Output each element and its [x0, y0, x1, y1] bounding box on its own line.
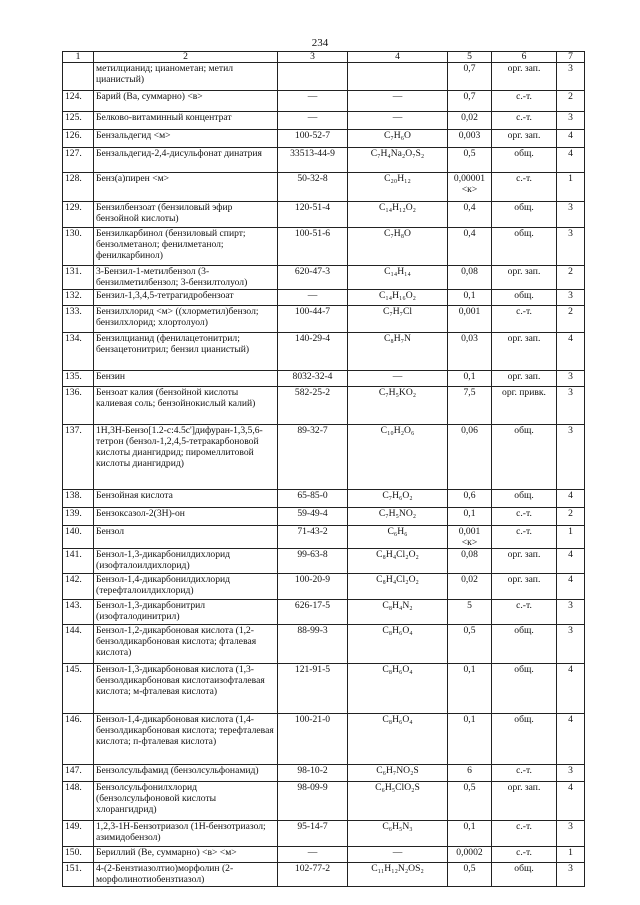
cas-number: 626-17-5: [278, 600, 348, 625]
row-number: 139.: [63, 508, 94, 526]
cas-number: 8032-32-4: [278, 371, 348, 387]
table-row: [63, 266, 585, 290]
limit-value: 0,4: [448, 228, 492, 266]
row-number: 127.: [63, 148, 94, 173]
row-number: 140.: [63, 526, 94, 549]
row-number: 145.: [63, 664, 94, 714]
limit-value: 0,5: [448, 782, 492, 821]
table-row: [63, 600, 585, 625]
hazard-indicator: общ.: [492, 425, 557, 490]
substance-name: Бензол: [94, 526, 278, 549]
substance-name: Бензальдегид <м>: [94, 130, 278, 148]
substance-name: 3-Бензил-1-метилбензол (3-бензилметилбензол; 3-бензилтолуол): [94, 266, 278, 290]
chemical-formula: C₂₀H₁₂: [348, 173, 448, 202]
hazard-class: 1: [557, 526, 585, 549]
limit-value: 0,02: [448, 574, 492, 600]
limit-value: 0,5: [448, 625, 492, 664]
chemical-formula: C₁₁H₁₂N₂OS₂: [348, 863, 448, 887]
chemical-formula: —: [348, 847, 448, 863]
cas-number: 582-25-2: [278, 387, 348, 425]
hazard-class: 3: [557, 202, 585, 228]
chemical-formula: C₇H₄Na₂O₇S₂: [348, 148, 448, 173]
row-number: 134.: [63, 333, 94, 371]
chemical-formula: C₆H₇NO₂S: [348, 765, 448, 782]
hazard-indicator: общ.: [492, 228, 557, 266]
row-number: 131.: [63, 266, 94, 290]
hazard-indicator: орг. зап.: [492, 782, 557, 821]
substance-name: Бензальдегид-2,4-дисульфонат динатрия: [94, 148, 278, 173]
limit-value: 0,003: [448, 130, 492, 148]
row-number: 133.: [63, 306, 94, 333]
limit-value: 0,02: [448, 112, 492, 130]
cas-number: 50-32-8: [278, 173, 348, 202]
hazard-indicator: с.-т.: [492, 600, 557, 625]
chemical-formula: C₇H₇Cl: [348, 306, 448, 333]
hazard-class: 3: [557, 228, 585, 266]
limit-value: 0,7: [448, 63, 492, 91]
limit-value: 0,001: [448, 306, 492, 333]
table-row: [63, 173, 585, 202]
row-number: 132.: [63, 290, 94, 306]
substance-name: Бензоксазол-2(3Н)-он: [94, 508, 278, 526]
chemical-formula: C₈H₄N₂: [348, 600, 448, 625]
row-number: 142.: [63, 574, 94, 600]
limit-value: 0,5: [448, 148, 492, 173]
chemical-formula: C₁₄H₁₄: [348, 266, 448, 290]
cas-number: 88-99-3: [278, 625, 348, 664]
table-row: [63, 290, 585, 306]
hazard-indicator: общ.: [492, 625, 557, 664]
chemical-formula: C₁₄H₁₂O₂: [348, 202, 448, 228]
limit-value: 0,001 <к>: [448, 526, 492, 549]
row-number: 138.: [63, 490, 94, 508]
limit-value: 0,08: [448, 549, 492, 574]
hazard-indicator: с.-т.: [492, 847, 557, 863]
hazard-class: 1: [557, 173, 585, 202]
row-number: 137.: [63, 425, 94, 490]
substance-name: Бензолсульфонилхлорид (бензолсульфоновой кислоты хлорангидрид): [94, 782, 278, 821]
page-number: 234: [311, 37, 329, 49]
substance-name: Бензилцианид (фенилацетонитрил; бензацетонитрил; бензил цианистый): [94, 333, 278, 371]
chemical-formula: C₈H₄Cl₂O₂: [348, 574, 448, 600]
limit-value: 0,5: [448, 863, 492, 887]
row-number: 141.: [63, 549, 94, 574]
col-header-cas: 3: [278, 52, 348, 63]
table-row: [63, 863, 585, 887]
header-row: [63, 52, 585, 63]
table-row: [63, 765, 585, 782]
hazard-class: 3: [557, 290, 585, 306]
col-header-num: 1: [63, 52, 94, 63]
cas-number: 95-14-7: [278, 821, 348, 847]
hazard-indicator: общ.: [492, 290, 557, 306]
substance-name: метилцианид; цианометан; метил цианистый): [94, 63, 278, 91]
row-number: 147.: [63, 765, 94, 782]
table-row: [63, 91, 585, 112]
table-row: [63, 664, 585, 714]
hazard-class: 3: [557, 765, 585, 782]
hazard-class: 4: [557, 130, 585, 148]
limit-value: 0,00001 <к>: [448, 173, 492, 202]
cas-number: 120-51-4: [278, 202, 348, 228]
chemical-formula: —: [348, 371, 448, 387]
hazard-class: 3: [557, 863, 585, 887]
cas-number: 59-49-4: [278, 508, 348, 526]
hazard-indicator: с.-т.: [492, 526, 557, 549]
cas-number: 100-20-9: [278, 574, 348, 600]
table-row: [63, 112, 585, 130]
row-number: 125.: [63, 112, 94, 130]
hazard-class: 4: [557, 782, 585, 821]
row-number: 143.: [63, 600, 94, 625]
substance-name: Бензил-1,3,4,5-тетрагидробензоат: [94, 290, 278, 306]
hazard-indicator: с.-т.: [492, 91, 557, 112]
row-number: 129.: [63, 202, 94, 228]
hazard-indicator: общ.: [492, 148, 557, 173]
hazard-class: 4: [557, 333, 585, 371]
substance-name: Бенз(а)пирен <м>: [94, 173, 278, 202]
hazard-class: 3: [557, 63, 585, 91]
limit-value: 0,7: [448, 91, 492, 112]
chemical-formula: C₁₀H₂O₆: [348, 425, 448, 490]
chemical-formula: C₆H₅ClO₂S: [348, 782, 448, 821]
table-row: [63, 821, 585, 847]
limit-value: 0,08: [448, 266, 492, 290]
hazard-class: 4: [557, 714, 585, 765]
hazard-indicator: орг. зап.: [492, 371, 557, 387]
hazard-class: 3: [557, 821, 585, 847]
hazard-class: 4: [557, 574, 585, 600]
hazard-indicator: общ.: [492, 863, 557, 887]
substance-name: Бензол-1,4-дикарбонилдихлорид (терефталоилдихлорид): [94, 574, 278, 600]
hazard-indicator: орг. зап.: [492, 266, 557, 290]
row-number: 146.: [63, 714, 94, 765]
hazard-class: 4: [557, 148, 585, 173]
table-row: [63, 714, 585, 765]
substance-name: Бензоат калия (бензойной кислоты калиевая соль; бензойнокислый калий): [94, 387, 278, 425]
substance-name: Бензилкарбинол (бензиловый спирт; бензолметанол; фенилметанол; фенилкарбинол): [94, 228, 278, 266]
hazard-class: 4: [557, 549, 585, 574]
hazard-indicator: общ.: [492, 202, 557, 228]
col-header-formula: 4: [348, 52, 448, 63]
row-number: 148.: [63, 782, 94, 821]
hazard-class: 3: [557, 112, 585, 130]
cas-number: 100-21-0: [278, 714, 348, 765]
limit-value: 0,1: [448, 371, 492, 387]
row-number: 144.: [63, 625, 94, 664]
cas-number: 100-52-7: [278, 130, 348, 148]
limit-value: 5: [448, 600, 492, 625]
hazard-class: 4: [557, 490, 585, 508]
cas-number: 140-29-4: [278, 333, 348, 371]
chemical-formula: C₇H₆O: [348, 130, 448, 148]
substance-name: Бензол-1,3-дикарбонитрил (изофталодинитрил): [94, 600, 278, 625]
cas-number: —: [278, 112, 348, 130]
hazard-indicator: орг. зап.: [492, 130, 557, 148]
cas-number: 102-77-2: [278, 863, 348, 887]
substance-name: Бензилбензоат (бензиловый эфир бензойной кислоты): [94, 202, 278, 228]
hazard-class: 3: [557, 387, 585, 425]
table-row: [63, 549, 585, 574]
hazard-class: 3: [557, 625, 585, 664]
table-body: [63, 63, 585, 887]
substance-name: 1,2,3-1Н-Бензотриазол (1Н-бензотриазол; азимидобензол): [94, 821, 278, 847]
cas-number: —: [278, 847, 348, 863]
substance-name: Бензол-1,3-дикарбоновая кислота (1,3-бензолдикарбоновая кислотаизофталевая кислота; м-фталевая кислота): [94, 664, 278, 714]
limit-value: 0,1: [448, 290, 492, 306]
chemical-formula: [348, 63, 448, 91]
table-row: [63, 371, 585, 387]
table-row: [63, 63, 585, 91]
limit-value: 0,1: [448, 664, 492, 714]
row-number: 126.: [63, 130, 94, 148]
chemical-formula: C₁₄H₁₆O₂: [348, 290, 448, 306]
chemical-formula: C₈H₆O₄: [348, 714, 448, 765]
limit-value: 0,03: [448, 333, 492, 371]
table-row: [63, 387, 585, 425]
hazard-indicator: с.-т.: [492, 112, 557, 130]
chemical-formula: —: [348, 112, 448, 130]
hazard-class: 3: [557, 600, 585, 625]
table-row: [63, 625, 585, 664]
hazard-indicator: с.-т.: [492, 765, 557, 782]
substance-name: Бериллий (Ве, суммарно) <в> <м>: [94, 847, 278, 863]
chemical-formula: C₇H₈O: [348, 228, 448, 266]
limit-value: 6: [448, 765, 492, 782]
table-row: [63, 202, 585, 228]
table-row: [63, 847, 585, 863]
limit-value: 0,4: [448, 202, 492, 228]
hazard-indicator: с.-т.: [492, 821, 557, 847]
limit-value: 0,1: [448, 714, 492, 765]
col-header-value: 5: [448, 52, 492, 63]
hazard-class: 2: [557, 508, 585, 526]
table-row: [63, 782, 585, 821]
row-number: 136.: [63, 387, 94, 425]
hazard-indicator: орг. зап.: [492, 333, 557, 371]
hazard-class: 1: [557, 847, 585, 863]
chemical-formula: —: [348, 91, 448, 112]
chemical-formula: C₆H₅N₃: [348, 821, 448, 847]
chemical-formula: C₈H₆O₄: [348, 625, 448, 664]
substance-name: Бензилхлорид <м> ((хлорметил)бензол; бензилхлорид; хлортолуол): [94, 306, 278, 333]
hazard-indicator: орг. зап.: [492, 549, 557, 574]
hazard-indicator: с.-т.: [492, 306, 557, 333]
substance-name: Бензол-1,4-дикарбоновая кислота (1,4-бензолдикарбоновая кислота; терефталевая кислота; п-фталевая кислота): [94, 714, 278, 765]
table-row: [63, 130, 585, 148]
hazard-class: 2: [557, 266, 585, 290]
substance-name: 1Н,3Н-Бензо[1.2-с:4.5с']дифуран-1,3,5,6- тетрон (бензол-1,2,4,5-тетракарбоновой кислоты диангидрид; пиромеллитовой кислоты диангидрид): [94, 425, 278, 490]
row-number: 135.: [63, 371, 94, 387]
limit-value: 0,06: [448, 425, 492, 490]
substance-name: Белково-витаминный концентрат: [94, 112, 278, 130]
hazard-class: 4: [557, 664, 585, 714]
limit-value: 0,0002: [448, 847, 492, 863]
substance-name: Бензол-1,2-дикарбоновая кислота (1,2-бензолдикарбоновая кислота; фталевая кислота): [94, 625, 278, 664]
hazard-indicator: общ.: [492, 664, 557, 714]
hazard-indicator: с.-т.: [492, 173, 557, 202]
table-row: [63, 228, 585, 266]
cas-number: 33513-44-9: [278, 148, 348, 173]
limit-value: 0,6: [448, 490, 492, 508]
hazard-indicator: с.-т.: [492, 508, 557, 526]
cas-number: [278, 63, 348, 91]
table-row: [63, 148, 585, 173]
table-row: [63, 425, 585, 490]
chemical-formula: C₇H₅KO₂: [348, 387, 448, 425]
row-number: 151.: [63, 863, 94, 887]
chemical-formula: C₆H₆: [348, 526, 448, 549]
cas-number: 98-10-2: [278, 765, 348, 782]
cas-number: 89-32-7: [278, 425, 348, 490]
chemical-formula: C₈H₆O₄: [348, 664, 448, 714]
chemical-formula: C₈H₇N: [348, 333, 448, 371]
cas-number: 71-43-2: [278, 526, 348, 549]
table-row: [63, 306, 585, 333]
row-number: 149.: [63, 821, 94, 847]
cas-number: —: [278, 91, 348, 112]
hazard-class: 3: [557, 371, 585, 387]
substance-name: 4-(2-Бензтиазолтио)морфолин (2-морфолинотиобензтиазол): [94, 863, 278, 887]
limit-value: 0,1: [448, 508, 492, 526]
substance-name: Бензол-1,3-дикарбонилдихлорид (изофталоилдихлорид): [94, 549, 278, 574]
cas-number: 99-63-8: [278, 549, 348, 574]
col-header-hazard: 7: [557, 52, 585, 63]
row-number: 124.: [63, 91, 94, 112]
hazard-indicator: общ.: [492, 714, 557, 765]
row-number: 150.: [63, 847, 94, 863]
cas-number: 100-44-7: [278, 306, 348, 333]
chemical-formula: C₈H₄Cl₂O₂: [348, 549, 448, 574]
hazard-indicator: общ.: [492, 490, 557, 508]
substance-name: Барий (Ва, суммарно) <в>: [94, 91, 278, 112]
cas-number: 100-51-6: [278, 228, 348, 266]
table-row: [63, 526, 585, 549]
row-number: 128.: [63, 173, 94, 202]
substance-table: [62, 51, 585, 887]
hazard-indicator: орг. зап.: [492, 574, 557, 600]
table-row: [63, 508, 585, 526]
col-header-name: 2: [94, 52, 278, 63]
cas-number: 620-47-3: [278, 266, 348, 290]
table-row: [63, 490, 585, 508]
substance-name: Бензин: [94, 371, 278, 387]
hazard-class: 3: [557, 425, 585, 490]
cas-number: 121-91-5: [278, 664, 348, 714]
hazard-indicator: орг. зап.: [492, 63, 557, 91]
hazard-class: 2: [557, 91, 585, 112]
substance-name: Бензойная кислота: [94, 490, 278, 508]
row-number: [63, 63, 94, 91]
substance-name: Бензолсульфамид (бензолсульфонамид): [94, 765, 278, 782]
table-row: [63, 574, 585, 600]
hazard-indicator: орг. привк.: [492, 387, 557, 425]
table-row: [63, 333, 585, 371]
row-number: 130.: [63, 228, 94, 266]
limit-value: 0,1: [448, 821, 492, 847]
chemical-formula: C₇H₅NO₂: [348, 508, 448, 526]
cas-number: —: [278, 290, 348, 306]
hazard-class: 2: [557, 306, 585, 333]
cas-number: 65-85-0: [278, 490, 348, 508]
limit-value: 7,5: [448, 387, 492, 425]
col-header-class: 6: [492, 52, 557, 63]
chemical-formula: C₇H₆O₂: [348, 490, 448, 508]
cas-number: 98-09-9: [278, 782, 348, 821]
